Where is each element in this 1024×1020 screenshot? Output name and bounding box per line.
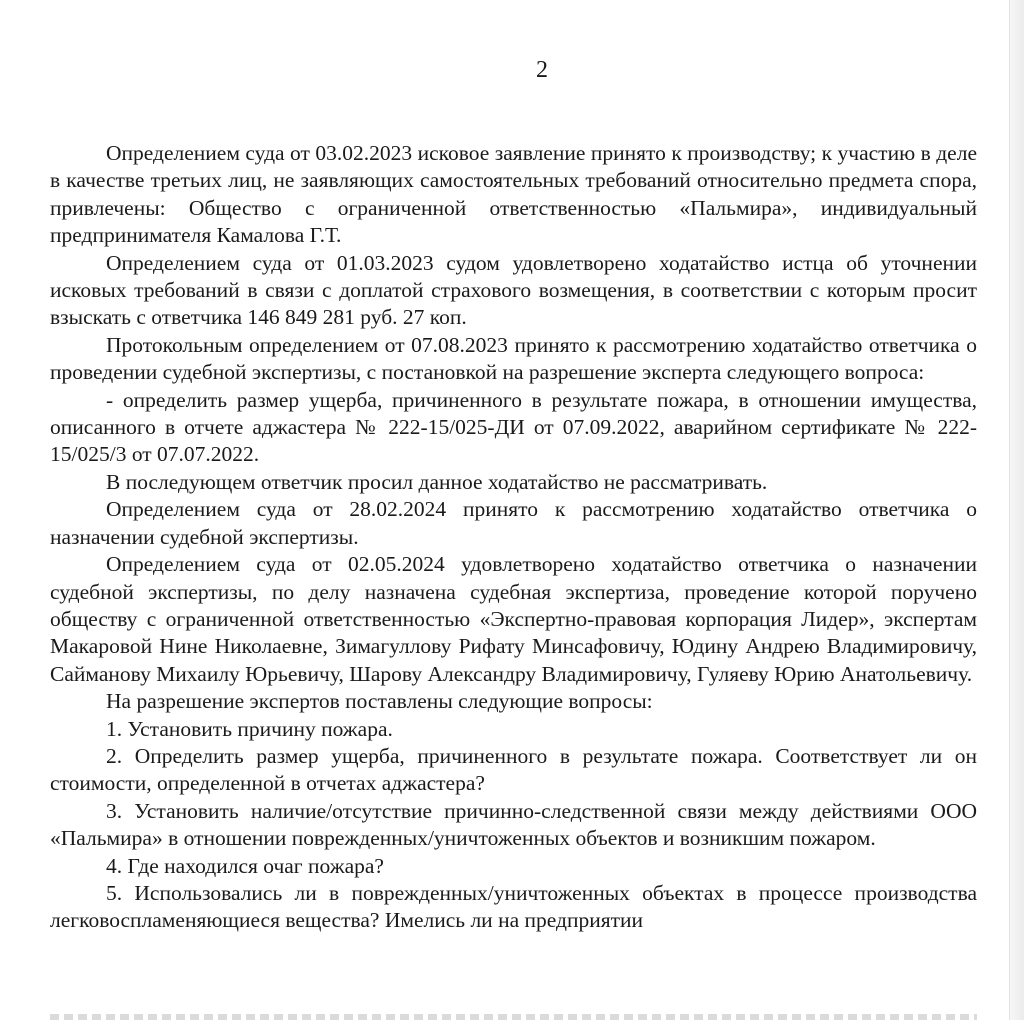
list-item: 2. Определить размер ущерба, причиненного в результате пожара. Соответствует ли он стоимости, определенной в отчетах аджастера? [50, 743, 977, 796]
paragraph: Определением суда от 01.03.2023 судом удовлетворено ходатайство истца об уточнении исковых требований в связи с доплатой страхового возмещения, в соответствии с которым просит взыскать с ответчика 146 849 281 руб. 27 коп. [50, 250, 977, 330]
paragraph: Определением суда от 02.05.2024 удовлетворено ходатайство ответчика о назначении судебной экспертизы, по делу назначена судебная экспертиза, проведение которой поручено обществу с ограниченной ответственностью «Экспертно-правовая корпорация Лидер», экспертам Макаровой Нине Николаевне, Зимагуллову Рифату Минсафовичу, Юдину Андрею Владимировичу, Сайманову Михаилу Юрьевичу, Шарову Александру Владимировичу, Гуляеву Юрию Анатольевичу. [50, 552, 977, 686]
paragraph: Протокольным определением от 07.08.2023 принято к рассмотрению ходатайство ответчика о проведении судебной экспертизы, с постановкой на разрешение эксперта следующего вопроса: [50, 332, 977, 385]
cut-off-text-line [50, 1014, 977, 1020]
list-item: 1. Установить причину пожара. [106, 716, 393, 741]
paragraph: - определить размер ущерба, причиненного в результате пожара, в отношении имущества, описанного в отчете аджастера № 222-15/025-ДИ от 07.09.2022, аварийном сертификате № 222-15/025/3 от 07.07.2022. [50, 387, 977, 467]
list-item: 3. Установить наличие/отсутствие причинно-следственной связи между действиями ООО «Пальмира» в отношении поврежденных/уничтоженных объектов и возникшим пожаром. [50, 798, 977, 851]
list-item: 5. Использовались ли в поврежденных/уничтоженных объектах в процессе производства легковоспламеняющиеся вещества? Имелись ли на предприятии [50, 880, 977, 933]
page-edge-shadow [1009, 0, 1024, 1020]
paragraph: На разрешение экспертов поставлены следующие вопросы: [106, 689, 653, 714]
paragraph: В последующем ответчик просил данное ходатайство не рассматривать. [106, 469, 768, 494]
list-item: 4. Где находился очаг пожара? [106, 853, 384, 878]
page-number: 2 [536, 57, 548, 83]
paragraph: Определением суда от 28.02.2024 принято к рассмотрению ходатайство ответчика о назначении судебной экспертизы. [50, 497, 977, 549]
document-body [50, 140, 977, 935]
paragraph: Определением суда от 03.02.2023 исковое заявление принято к производству; к участию в деле в качестве третьих лиц, не заявляющих самостоятельных требований относительно предмета спора, привлечены: Общество с ограниченной ответственностью «Пальмира», индивидуальный предпринимателя Камалова Г.Т. [50, 141, 977, 248]
